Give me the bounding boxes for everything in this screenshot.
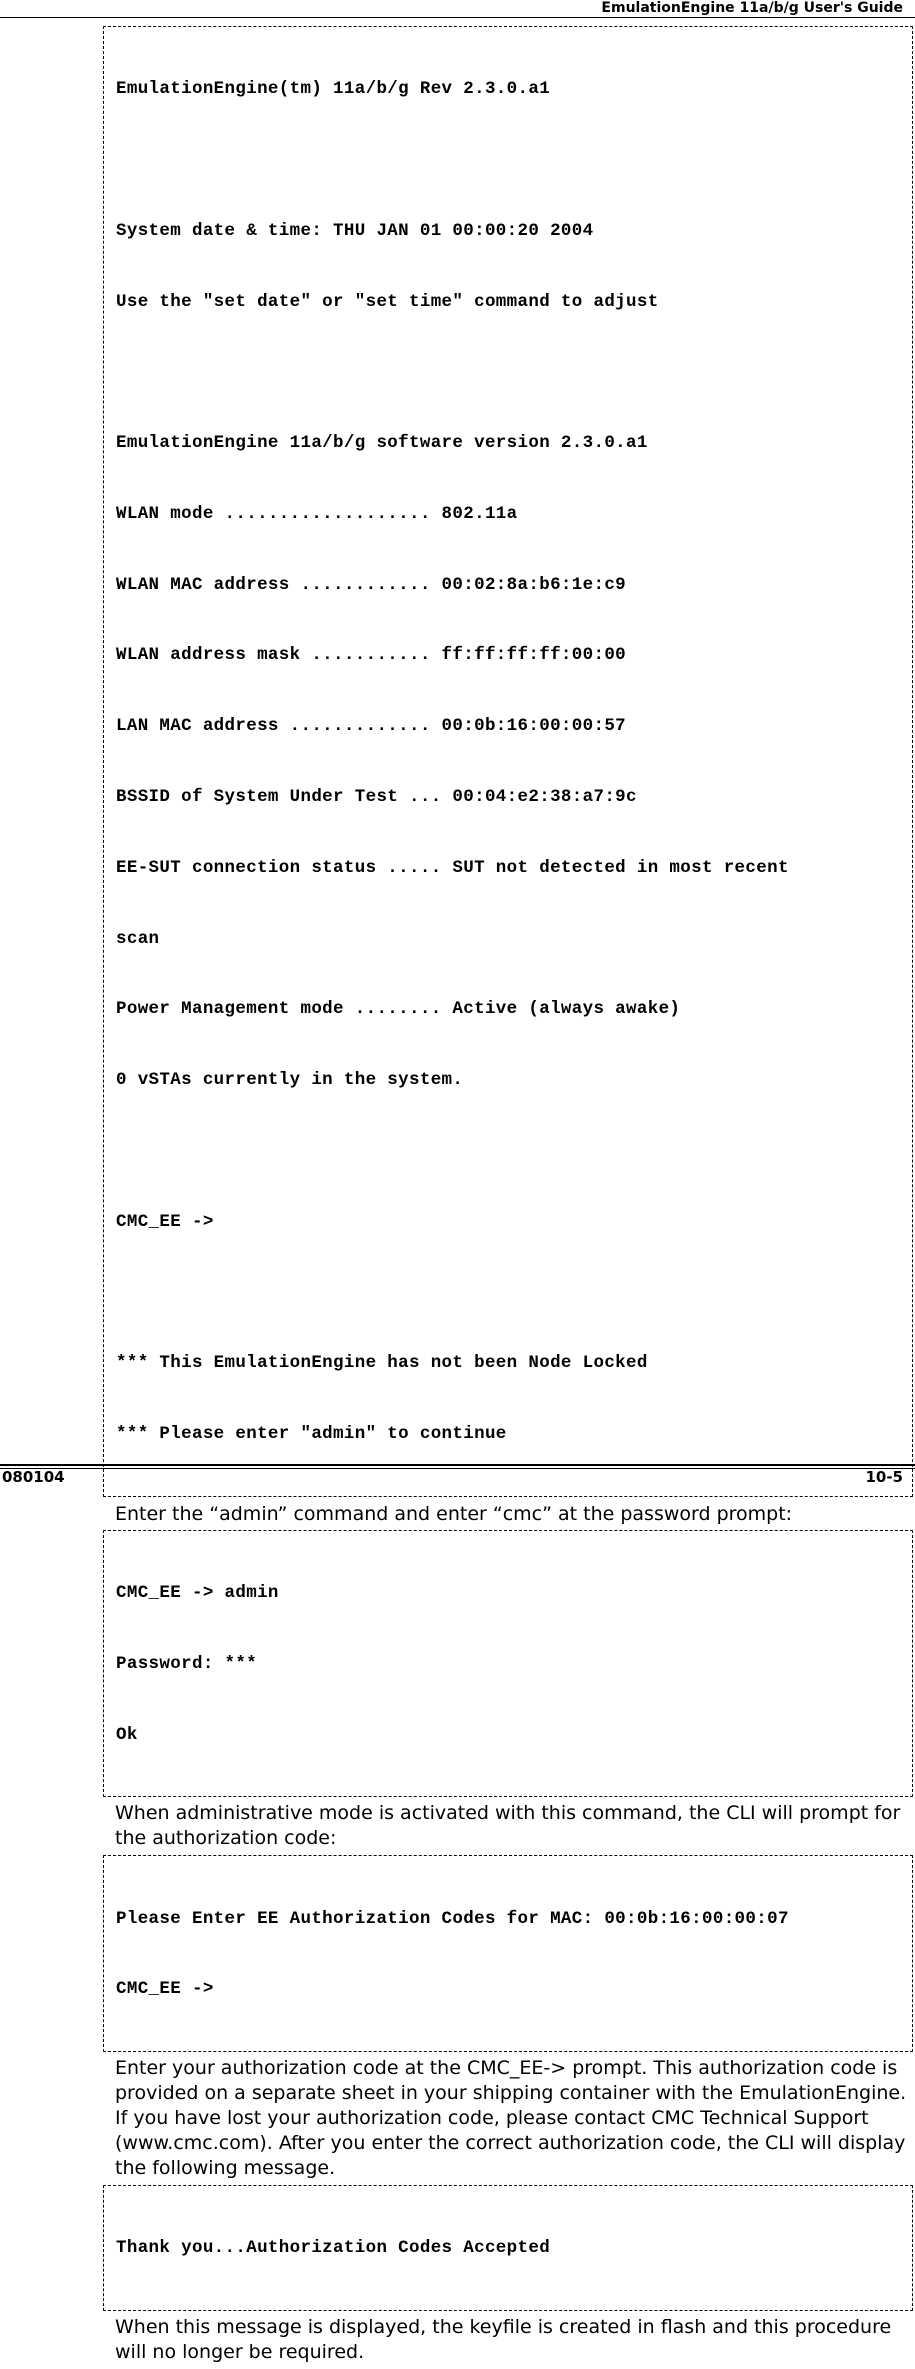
header-rule — [0, 17, 915, 18]
console-line: WLAN MAC address ............ 00:02:8a:b6:1e:c9 — [116, 574, 627, 595]
console-line: 0 vSTAs currently in the system. — [116, 1070, 464, 1091]
instruction-enter-authorization-code: Enter your authorization code at the CMC_EE-> prompt. This authorization code is provided on a separate sheet in your shipping container with the EmulationEngine. If you have lost your authorization code, please contact CMC Technical Support (www.cmc.com). After you enter the correct authorization code, the CLI will display the following message. — [115, 2057, 907, 2180]
console-output-codes-accepted — [103, 2185, 913, 2311]
footer-rule — [0, 1468, 915, 1469]
console-line — [116, 1140, 902, 1164]
instruction-admin-command: Enter the “admin” command and enter “cmc” at the password prompt: — [115, 1502, 793, 1525]
console-line — [116, 149, 902, 173]
instruction-authorization-prompt: When administrative mode is activated with this command, the CLI will prompt for the authorization code: — [115, 1802, 901, 1850]
console-output-authorization-prompt — [103, 1855, 913, 2052]
footer-page-number: 10-5 — [865, 1468, 903, 1486]
page-content — [103, 26, 913, 2369]
console-output-admin-login — [103, 1530, 913, 1798]
footer-rule — [0, 1464, 915, 1466]
console-line: Password: *** — [116, 1653, 258, 1674]
page-header-title: EmulationEngine 11a/b/g User's Guide — [601, 0, 903, 16]
console-line: Thank you...Authorization Codes Accepted — [116, 2238, 551, 2259]
console-line: EE-SUT connection status ..... SUT not detected in most recent — [116, 857, 789, 878]
console-line: BSSID of System Under Test ... 00:04:e2:38:a7:9c — [116, 787, 637, 807]
console-line: Please Enter EE Authorization Codes for MAC: 00:0b:16:00:00:07 — [116, 1908, 789, 1929]
footer-doc-id: 080104 — [2, 1468, 65, 1486]
console-line — [116, 361, 902, 385]
console-line: Use the "set date" or "set time" command to adjust — [116, 291, 659, 312]
console-line: Ok — [116, 1724, 138, 1745]
console-line: Power Management mode ........ Active (always awake) — [116, 999, 681, 1020]
console-line: System date & time: THU JAN 01 00:00:20 2004 — [116, 220, 594, 241]
console-line: WLAN mode ................... 802.11a — [116, 503, 518, 524]
console-line: EmulationEngine(tm) 11a/b/g Rev 2.3.0.a1 — [116, 79, 551, 100]
console-line: CMC_EE -> — [116, 1211, 214, 1232]
console-line: *** This EmulationEngine has not been Node Locked — [116, 1353, 648, 1374]
console-line: EmulationEngine 11a/b/g software version 2.3.0.a1 — [116, 433, 648, 454]
instruction-keyfile-created: When this message is displayed, the keyfile is created in flash and this procedure will no longer be required. — [115, 2316, 892, 2364]
console-line: scan — [116, 928, 160, 949]
console-line: CMC_EE -> admin — [116, 1583, 279, 1603]
console-line: LAN MAC address ............. 00:0b:16:00:00:57 — [116, 716, 627, 737]
console-line — [116, 1281, 902, 1305]
console-line: CMC_EE -> — [116, 1979, 214, 2000]
console-output-startup — [103, 26, 913, 1497]
console-line: *** Please enter "admin" to continue — [116, 1424, 507, 1445]
console-line: WLAN address mask ........... ff:ff:ff:ff:00:00 — [116, 645, 627, 666]
